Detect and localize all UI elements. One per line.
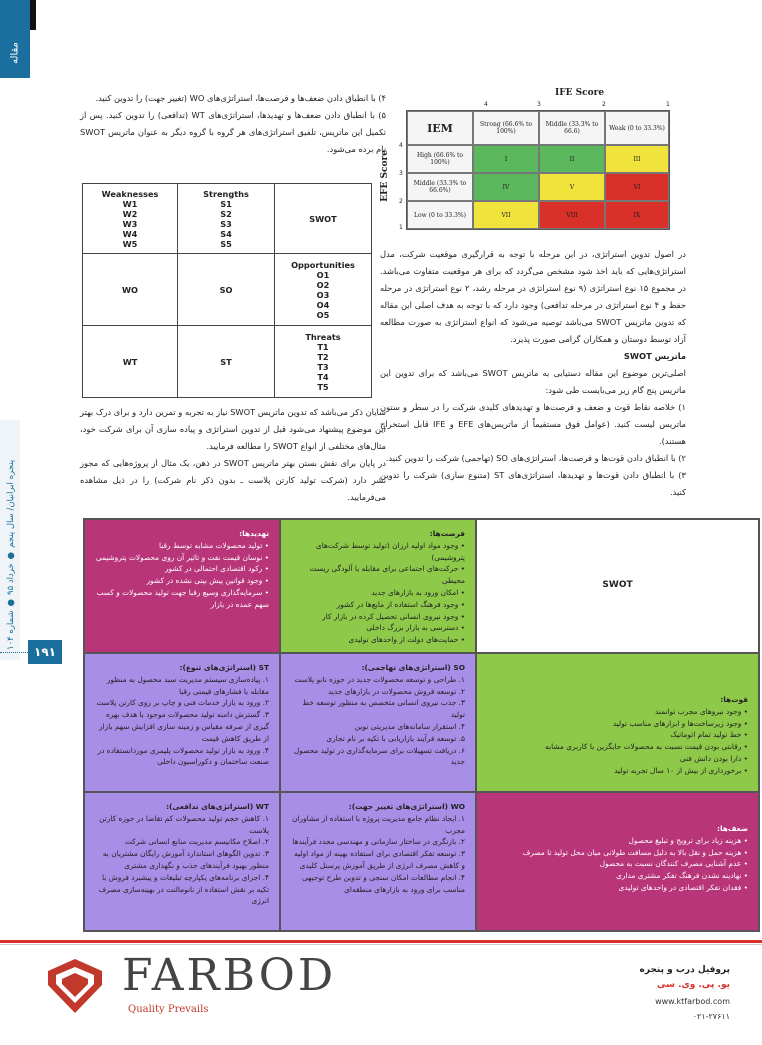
list-item: • نهادینه نشدن فرهنگ تفکر مشتری مداری: [616, 871, 748, 881]
ie-col-header: Middle (33.3% to 66.6): [539, 111, 605, 145]
journal-issue-line: پنجره ایرانیان/ سال پنجم ● خرداد ۹۵ ● شماره ۱۰۴: [6, 459, 16, 650]
threats-cell: [84, 519, 280, 653]
list-item: • حرکت‌های اجتماعی برای مقابله با آلودگی زیست محیطی: [309, 564, 465, 586]
list-item: • هزینه حمل و نقل بالا به دلیل مسافت طولانی میان محل تولید تا مصرف: [522, 847, 748, 857]
list-item: ۴. اجرای برنامه‌های یکپارچه تبلیغات و پیشبرد فروش با تکیه بر نقش استفاده از نانومالنت در بهینه‌سازی مصرف انرژی: [98, 872, 269, 906]
swot-example-table: [83, 518, 760, 932]
weakness-item: W1: [122, 198, 138, 209]
list-item: • سرمایه‌گذاری وسیع رقبا جهت تولید محصولات و کسب سهم عمده در بازار: [96, 587, 269, 609]
list-item: • وجود قوانین پیش بینی نشده در کشور: [146, 576, 269, 586]
weakness-item: W4: [122, 228, 138, 239]
strengths-cell: [476, 653, 759, 792]
list-item: • دارا بودن دانش فنی: [679, 753, 748, 763]
list-item: ۳. جذب نیروی انسانی متخصص به منظور توسعه خط تولید: [302, 698, 465, 720]
strength-item: S3: [220, 218, 232, 229]
footer-rule-thin: [0, 944, 762, 945]
list-item: • وجود فرهنگ استفاده از مایع‌ها در کشور: [336, 599, 465, 609]
ie-cell: IX: [605, 201, 669, 229]
list-item: • امکان ورود به بازارهای جدید: [371, 587, 465, 597]
threat-item: T2: [317, 351, 329, 362]
list-item: • رکود اقتصادی احتمالی در کشور: [164, 564, 269, 574]
list-item: ۴. ورود به بازار تولید محصولات پلیمری موردانستفاده در صنعت ساختمان و دکوراسیون داخلی: [97, 745, 269, 767]
ie-matrix-corner: IEM: [407, 111, 473, 145]
list-item: ۳. توسعه تفکر اقتصادی برای استفاده بهینه از مواد اولیه و کاهش مصرف انرژی از طریق آموزش پرسنل کلیدی: [294, 849, 465, 870]
opportunities-title: Opportunities: [291, 259, 355, 270]
section-heading: ماتریس SWOT: [623, 351, 686, 361]
ie-cell: VIII: [539, 201, 605, 229]
footer-phone: ۰۲۱-۲۷۶۱۱: [692, 1012, 730, 1021]
list-item: ۴. انجام مطالعات امکان سنجی و تدوین طرح توجیهی مناسب برای ورود به بازارهای منطقه‌ای: [302, 872, 465, 894]
ie-cell: I: [473, 145, 539, 173]
wo-list: [291, 813, 465, 896]
paragraph: ۴) با انطباق دادن ضعف‌ها و فرصت‌ها، استراتژی‌های WO (تغییر جهت) را تدوین کنید.: [95, 93, 386, 103]
y-tick: 1: [399, 224, 403, 231]
brand-name: FARBOD: [122, 950, 337, 1001]
ie-col-header: Weak (0 to 33.3%): [605, 111, 669, 145]
wo-cell: WO: [83, 254, 178, 326]
threat-item: T5: [317, 381, 329, 392]
ie-row-header: Middle (33.3% to 66.6%): [407, 173, 473, 201]
threat-item: T4: [317, 371, 329, 382]
list-item: • عدم آشنایی مصرف کنندگان نسبت به محصول: [599, 859, 748, 869]
cell-title: WO (استراتژی‌های تغییر جهت):: [348, 802, 465, 811]
swot-weaknesses-header: [83, 184, 178, 254]
ie-cell: IV: [473, 173, 539, 201]
list-item: • وجود نیروهای مجرب توانمند: [654, 706, 748, 716]
cell-title: قوت‌ها:: [720, 695, 748, 704]
ie-cell: VI: [605, 173, 669, 201]
list-item: ۲. ورود به بازار خدمات فنی و چاپ بر روی کارتن پلاست: [96, 698, 269, 708]
weaknesses-cell: [476, 792, 759, 931]
corner-accent: [30, 0, 36, 30]
strength-item: S5: [220, 238, 232, 249]
list-item: ۳. تدوین الگوهای استاندارد آموزش رایگان مشتریان به منظور بهبود فرآیندهای جذب و نگهداری مشتری: [102, 849, 269, 870]
paragraph: ۳) با انطباق دادن قوت‌ها و تهدیدها، استراتژی‌های ST (متنوع سازی) شرکت را تدوین کنید.: [380, 470, 686, 497]
footer-material-line: یو. پی. وی. سی: [657, 980, 730, 990]
left-column-top-text: [80, 90, 386, 158]
strength-item: S1: [220, 198, 232, 209]
cell-title: فرصت‌ها:: [429, 529, 465, 538]
x-tick: 2: [602, 101, 606, 108]
list-item: ۲. توسعه فروش محصولات در بازارهای جدید: [327, 686, 465, 696]
footer-rule: [0, 940, 762, 943]
swot-corner: SWOT: [275, 184, 372, 254]
paragraph: ۲) با انطباق دادن قوت‌ها و فرصت‌ها، استراتژی‌های SO (تهاجمی) شرکت را تدوین کنید.: [385, 453, 686, 463]
opportunity-item: O5: [316, 309, 330, 320]
st-cell: ST: [178, 326, 275, 398]
paragraph: در اصول تدوین استراتژی، در این مرحله با توجه به قرارگیری موقعیت شرکت، مدل استراتژی‌هایی که باید اخذ شود مشخص می‌گردد که برای هر موقعیت متفاوت می‌باشد. در مجموع ۱۵ نوع استراتژی (۹ نوع استراتژی در مرحله رشد، ۲ نوع استراتژی در مرحله حفظ و ۴ نوع استراتژی در مرحله تدافعی) وجود دارد که با توجه به هدف اصلی این مقاله که تدوین ماتریس SWOT می‌باشد توصیه می‌شود که انواع استراتژی به صورت مطالعه آزاد توسط دوستان و همکاران گرامی صورت پذیرد.: [380, 249, 687, 344]
ie-cell: II: [539, 145, 605, 173]
x-tick: 1: [666, 101, 670, 108]
swot-opportunities-header: [275, 254, 372, 326]
ie-cell: V: [539, 173, 605, 201]
paragraph: در پایان برای نقش بستن بهتر ماتریس SWOT در ذهن، یک مثال از پروژه‌هایی که مجوز نشر دارد (شرکت تولید کارتن پلاست ـ بدون ذکر نام شرکت) را در ذیل مشاهده می‌فرمایید.: [80, 458, 386, 502]
so-strategies-cell: [280, 653, 476, 792]
so-cell: SO: [178, 254, 275, 326]
opportunity-item: O4: [316, 299, 330, 310]
list-item: ۱. کاهش حجم تولید محصولات کم تقاضا در حوزه کارتن پلاست: [99, 813, 269, 835]
list-item: • هزینه زیاد برای ترویج و تبلیغ محصول: [628, 835, 748, 845]
weaknesses-list: [487, 835, 748, 894]
x-tick: 3: [537, 101, 541, 108]
list-item: ۲. بازنگری در ساختار سازمانی و مهندسی مجدد فرآیندها: [292, 837, 465, 847]
opportunities-cell: [280, 519, 476, 653]
list-item: • حمایت‌های دولت از واحدهای تولیدی: [348, 635, 465, 645]
list-item: • وجود نیروی انسانی تحصیل کرده در بازار کار: [322, 611, 465, 621]
st-list: [95, 674, 269, 768]
list-item: • تولید محصولات مشابه توسط رقبا: [159, 540, 269, 550]
opportunity-item: O2: [316, 279, 330, 290]
weaknesses-title: Weaknesses: [101, 188, 159, 199]
wt-list: [95, 813, 269, 907]
ie-cell: III: [605, 145, 669, 173]
strengths-list: [487, 706, 748, 777]
opportunity-item: O3: [316, 289, 330, 300]
threat-item: T1: [317, 341, 329, 352]
wt-strategies-cell: [84, 792, 280, 931]
list-item: ۲. اصلاح مکانیسم مدیریت منابع انسانی شرکت: [125, 837, 269, 847]
cell-title: WT (استراتژی‌های تدافعی):: [166, 802, 269, 811]
list-item: ۵. توسعه فرآیند بازاریابی با تکیه بر نام تجاری: [326, 733, 465, 743]
list-item: • دسترسی به بازار بزرگ داخلی: [366, 623, 465, 633]
cell-title: تهدیدها:: [239, 529, 269, 538]
threat-item: T3: [317, 361, 329, 372]
y-tick: 3: [399, 170, 403, 177]
strength-item: S2: [220, 208, 232, 219]
swot-strengths-header: [178, 184, 275, 254]
so-list: [291, 674, 465, 768]
wo-strategies-cell: [280, 792, 476, 931]
list-item: • وجود مواد اولیه ارزان (تولید توسط شرکت‌های پتروشیمی): [315, 540, 465, 562]
paragraph: ۱) خلاصه نقاط قوت و ضعف و فرصت‌ها و تهدیدهای کلیدی شرکت را در سطر و ستون ماتریس لیست کنید. (عوامل فوق مستقیماً از ماتریس‌های EFE و IFE قابل استخراج هستند).: [380, 402, 686, 446]
list-item: • وجود زیرساخت‌ها و ابزارهای مناسب تولید: [612, 718, 748, 728]
st-strategies-cell: [84, 653, 280, 792]
list-item: ۶. دریافت تسهیلات برای سرمایه‌گذاری در تولید محصول جدید: [293, 745, 465, 767]
list-item: • برخورداری از بیش از ۱۰ سال تجربه تولید: [614, 765, 748, 775]
threats-list: [95, 540, 269, 611]
farbod-logo-icon: [44, 955, 106, 1017]
list-item: ۴. استقرار سامانه‌های مدیریتی نوین: [354, 721, 465, 731]
weakness-item: W2: [122, 208, 138, 219]
footer-website: www.ktfarbod.com: [655, 997, 730, 1006]
y-tick: 2: [399, 198, 403, 205]
list-item: ۳. گسترش دامنه تولید محصولات موجود با هدف بهره گیری از صرفه مقیاس و زمینه سازی افزایش سهم بازار از طریق کاهش قیمت: [99, 710, 269, 743]
ie-row-header: Low (0 to 33.3%): [407, 201, 473, 229]
left-column-bottom-text: [80, 404, 386, 506]
list-item: ۱. طراحی و توسعه محصولات جدید در حوزه نانو پلاست: [294, 674, 465, 684]
ie-col-header: Strong (66.6% to 100%): [473, 111, 539, 145]
ie-cell: VII: [473, 201, 539, 229]
opportunity-item: O1: [316, 269, 330, 280]
efe-score-title: EFE Score: [380, 150, 390, 202]
x-tick: 4: [484, 101, 488, 108]
strength-item: S4: [220, 228, 232, 239]
threats-title: Threats: [305, 331, 341, 342]
wt-cell: WT: [83, 326, 178, 398]
list-item: • رقابتی بودن قیمت نسبت به محصولات جایگزین با کاربری مشابه: [545, 742, 748, 752]
list-item: • خط تولید تمام اتوماتیک: [670, 730, 748, 740]
list-item: ۱. پیاده‌سازی سیستم مدیریت سبد محصول به منظور مقابله با فشارهای قیمتی رقبا: [106, 674, 269, 696]
ife-score-title: IFE Score: [555, 88, 605, 98]
weakness-item: W3: [122, 218, 138, 229]
brand-tagline: Quality Prevails: [128, 1004, 209, 1015]
section-tab: مقاله: [9, 42, 21, 64]
ie-row-header: High (66.6% to 100%): [407, 145, 473, 173]
swot-corner-cell: SWOT: [476, 519, 759, 653]
swot-threats-header: [275, 326, 372, 398]
page-number: ۱۹۱: [28, 640, 62, 664]
cell-title: SO (استراتژی‌های تهاجمی):: [361, 663, 465, 672]
ie-matrix-grid: [406, 110, 670, 230]
strengths-title: Strengths: [203, 188, 249, 199]
cell-title: ST (استراتژی‌های تنوع):: [179, 663, 269, 672]
paragraph: شایان ذکر می‌باشد که تدوین ماتریس SWOT نیاز به تجربه و تمرین دارد و برای درک بهتر این موضوع پیشنهاد می‌شود قبل از تدوین استراتژی و پیاده سازی آن برای شرکت خود، مثال‌های مختلفی از انواع SWOT را مطالعه فرمایید.: [80, 407, 387, 451]
list-item: ۱. ایجاد نظام جامع مدیریت پروژه با استفاده از مشاوران مجرب: [292, 813, 465, 835]
paragraph: اصلی‌ترین موضوع این مقاله دستیابی به ماتریس SWOT می‌باشد که برای تدوین این ماتریس پنج گام زیر می‌بایست طی شود:: [380, 368, 686, 395]
y-tick: 4: [399, 142, 403, 149]
footer-product-line: پروفیل درب و پنجره: [639, 965, 730, 975]
list-item: • فقدان تفکر اقتصادی در واحدهای تولیدی: [618, 882, 748, 892]
paragraph: ۵) با انطباق دادن ضعف‌ها و تهدیدها، استراتژی‌های WT (تدافعی) را تدوین کنید. پس از تکمیل این ماتریس، تلفیق استراتژی‌های هر گروه با گروه دیگر به عنوان ماتریس SWOT نام برده می‌شود.: [80, 110, 386, 154]
list-item: • نوسان قیمت نفت و تاثیر آن روی محصولات پتروشیمی: [95, 552, 269, 562]
right-column-text: [380, 246, 686, 501]
weakness-item: W5: [122, 238, 138, 249]
opportunities-list: [291, 540, 465, 646]
swot-template-table: [82, 183, 372, 398]
cell-title: ضعف‌ها:: [717, 824, 748, 833]
page-number-rule: [0, 652, 28, 653]
